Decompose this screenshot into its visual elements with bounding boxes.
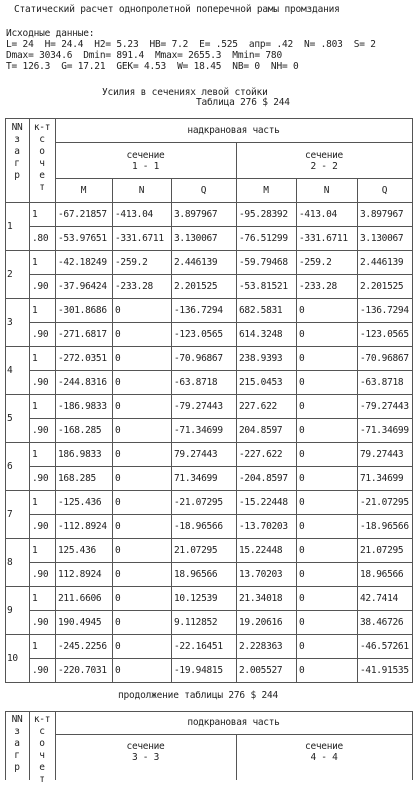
value-cell: 2.201525 (360, 281, 404, 292)
value-cell: -168.285 (58, 425, 102, 436)
load-number: 8 (7, 557, 13, 568)
coefficient-cell: 1 (32, 353, 38, 364)
value-cell: 0 (299, 665, 305, 676)
value-cell: 0 (299, 473, 305, 484)
table-rule (412, 118, 413, 683)
value-cell: -413.04 (115, 209, 153, 220)
value-cell: -245.2256 (58, 641, 107, 652)
value-cell: 0 (115, 641, 121, 652)
col-header-coefficient: е (39, 762, 45, 773)
value-cell: -301.8686 (58, 305, 107, 316)
table-rule (5, 118, 6, 683)
value-cell: -95.28392 (239, 209, 288, 220)
table-rule (55, 142, 412, 143)
table-rule (29, 370, 412, 371)
value-cell: 168.285 (58, 473, 96, 484)
value-cell: 2.201525 (174, 281, 218, 292)
value-cell: 38.46726 (360, 617, 404, 628)
value-cell: 21.34018 (239, 593, 283, 604)
coefficient-cell: .90 (32, 329, 49, 340)
table-rule (29, 418, 412, 419)
coefficient-cell: .90 (32, 281, 49, 292)
value-cell: 15.22448 (239, 545, 283, 556)
value-cell: -59.79468 (239, 257, 288, 268)
value-cell: 0 (115, 425, 121, 436)
value-cell: 0 (299, 593, 305, 604)
value-cell: 42.7414 (360, 593, 398, 604)
value-cell: 0 (115, 449, 121, 460)
page-title: Статический расчет однопролетной поперечной рамы промздания (14, 4, 340, 15)
value-cell: 0 (115, 329, 121, 340)
table-rule (29, 658, 412, 659)
load-number: 3 (7, 317, 13, 328)
coefficient-cell: 1 (32, 257, 38, 268)
value-cell: -37.96424 (58, 281, 107, 292)
value-cell: -271.6817 (58, 329, 107, 340)
value-cell: 186.9833 (58, 449, 102, 460)
table2-title: продолжение таблицы 276 $ 244 (118, 690, 279, 701)
value-cell: 71.34699 (360, 473, 404, 484)
value-cell: -71.34699 (360, 425, 409, 436)
value-cell: -18.96566 (174, 521, 223, 532)
table-rule (412, 711, 413, 780)
value-cell: -15.22448 (239, 497, 288, 508)
value-cell: 0 (299, 641, 305, 652)
value-cell: -76.51299 (239, 233, 288, 244)
header-section-3: сечение (126, 741, 165, 752)
load-number: 6 (7, 461, 13, 472)
table-rule (55, 178, 412, 179)
col-header-coefficient: с (39, 134, 45, 145)
table-rule (5, 711, 412, 712)
header-section-2: сечение (305, 150, 343, 161)
value-cell: 18.96566 (360, 569, 404, 580)
value-cell: -112.8924 (58, 521, 107, 532)
value-cell: -71.34699 (174, 425, 223, 436)
value-cell: 9.112852 (174, 617, 218, 628)
value-cell: 79.27443 (174, 449, 218, 460)
col-header-load-number: з (14, 726, 20, 737)
value-cell: 0 (115, 593, 121, 604)
coefficient-cell: 1 (32, 401, 38, 412)
load-number: 9 (7, 605, 13, 616)
table-rule (357, 178, 358, 682)
value-cell: 3.897967 (174, 209, 218, 220)
header-section-1: сечение (126, 150, 165, 161)
params-line-3: T= 126.3 G= 17.21 GEK= 4.53 W= 18.45 NB= 0 NH= 0 (6, 61, 299, 72)
value-cell: -21.07295 (360, 497, 409, 508)
input-header: Исходные данные: (6, 28, 95, 39)
value-cell: 19.20616 (239, 617, 283, 628)
value-cell: 227.622 (239, 401, 277, 412)
value-cell: 2.446139 (174, 257, 218, 268)
value-cell: 13.70203 (239, 569, 283, 580)
value-cell: -204.8597 (239, 473, 288, 484)
coefficient-cell: 1 (32, 449, 38, 460)
value-cell: -53.81521 (239, 281, 288, 292)
value-cell: 10.12539 (174, 593, 218, 604)
value-cell: 21.07295 (360, 545, 404, 556)
value-cell: 3.130067 (174, 233, 218, 244)
col-header-q: Q (381, 185, 388, 196)
col-header-n: N (323, 185, 330, 196)
table-rule (5, 298, 412, 299)
value-cell: 2.005527 (239, 665, 283, 676)
value-cell: -79.27443 (360, 401, 409, 412)
value-cell: -123.0565 (360, 329, 409, 340)
col-header-coefficient: с (39, 726, 45, 737)
col-header-load-number: г (14, 158, 20, 169)
value-cell: -136.7294 (174, 305, 223, 316)
value-cell: 0 (115, 473, 121, 484)
value-cell: -413.04 (299, 209, 337, 220)
table-rule (29, 514, 412, 515)
coefficient-cell: .90 (32, 425, 49, 436)
table-rule (29, 466, 412, 467)
header-section-1-label: 1 - 1 (131, 161, 160, 172)
value-cell: -67.21857 (58, 209, 107, 220)
value-cell: 2.446139 (360, 257, 404, 268)
value-cell: 18.96566 (174, 569, 218, 580)
col-header-coefficient: ч (39, 158, 45, 169)
value-cell: 0 (115, 617, 121, 628)
table-rule (5, 634, 412, 635)
col-header-n: N (138, 185, 145, 196)
table-rule (29, 610, 412, 611)
value-cell: 0 (115, 305, 121, 316)
coefficient-cell: .90 (32, 569, 49, 580)
value-cell: 0 (299, 497, 305, 508)
value-cell: 3.130067 (360, 233, 404, 244)
value-cell: -53.97651 (58, 233, 107, 244)
coefficient-cell: .90 (32, 617, 49, 628)
value-cell: 614.3248 (239, 329, 283, 340)
value-cell: 0 (115, 665, 121, 676)
value-cell: 190.4945 (58, 617, 102, 628)
coefficient-cell: .90 (32, 377, 49, 388)
load-number: 4 (7, 365, 13, 376)
table-rule (296, 178, 297, 682)
col-header-load-number: р (14, 762, 20, 773)
coefficient-cell: 1 (32, 305, 38, 316)
col-header-coefficient: к-т (33, 122, 51, 133)
value-cell: 0 (115, 521, 121, 532)
value-cell: -42.18249 (58, 257, 107, 268)
header-section-4: сечение (305, 741, 343, 752)
value-cell: 79.27443 (360, 449, 404, 460)
table-rule (5, 538, 412, 539)
coefficient-cell: 1 (32, 497, 38, 508)
col-header-coefficient: к-т (33, 714, 51, 725)
table-rule (55, 118, 56, 682)
value-cell: -70.96867 (174, 353, 223, 364)
table-rule (29, 226, 412, 227)
value-cell: 125.436 (58, 545, 96, 556)
value-cell: 0 (299, 569, 305, 580)
header-upper-part: надкрановая часть (187, 125, 280, 136)
col-header-load-number: NN (11, 714, 23, 725)
table-rule (5, 394, 412, 395)
col-header-load-number: р (14, 170, 20, 181)
value-cell: -233.28 (299, 281, 337, 292)
col-header-m: M (80, 185, 87, 196)
value-cell: 0 (299, 353, 305, 364)
col-header-coefficient: е (39, 170, 45, 181)
value-cell: -41.91535 (360, 665, 409, 676)
table-rule (5, 586, 412, 587)
value-cell: 215.0453 (239, 377, 283, 388)
value-cell: -79.27443 (174, 401, 223, 412)
value-cell: 0 (299, 329, 305, 340)
value-cell: 238.9393 (239, 353, 283, 364)
table-rule (29, 322, 412, 323)
value-cell: 682.5831 (239, 305, 283, 316)
table-rule (29, 118, 30, 682)
value-cell: 0 (115, 569, 121, 580)
coefficient-cell: 1 (32, 593, 38, 604)
table-rule (29, 711, 30, 780)
header-lower-part: подкрановая часть (187, 717, 280, 728)
table1-subtitle: Таблица 276 $ 244 (196, 97, 290, 108)
coefficient-cell: .90 (32, 665, 49, 676)
col-header-coefficient: ч (39, 750, 45, 761)
value-cell: -220.7031 (58, 665, 107, 676)
col-header-coefficient: о (39, 146, 45, 157)
load-number: 7 (7, 509, 13, 520)
col-header-q: Q (200, 185, 207, 196)
table-rule (5, 250, 412, 251)
coefficient-cell: 1 (32, 209, 38, 220)
value-cell: -46.57261 (360, 641, 409, 652)
value-cell: 204.8597 (239, 425, 283, 436)
value-cell: 0 (299, 521, 305, 532)
value-cell: -63.8718 (360, 377, 404, 388)
col-header-load-number: а (14, 738, 20, 749)
value-cell: 71.34699 (174, 473, 218, 484)
value-cell: 0 (299, 545, 305, 556)
table-rule (29, 274, 412, 275)
value-cell: 0 (115, 401, 121, 412)
value-cell: -19.94815 (174, 665, 223, 676)
value-cell: -136.7294 (360, 305, 409, 316)
value-cell: 0 (299, 425, 305, 436)
col-header-load-number: г (14, 750, 20, 761)
value-cell: 0 (299, 305, 305, 316)
load-number: 1 (7, 221, 13, 232)
value-cell: 0 (115, 353, 121, 364)
table-rule (171, 178, 172, 682)
table-rule (236, 142, 237, 682)
table-rule (5, 346, 412, 347)
value-cell: 0 (299, 377, 305, 388)
params-line-2: Dmax= 3034.6 Dmin= 891.4 Mmax= 2655.3 Mmin= 780 (6, 50, 282, 61)
table1-title: Усилия в сечениях левой стойки (102, 87, 268, 98)
value-cell: -259.2 (299, 257, 332, 268)
value-cell: -331.6711 (299, 233, 348, 244)
value-cell: -233.28 (115, 281, 153, 292)
col-header-load-number: з (14, 134, 20, 145)
table-rule (5, 682, 412, 683)
value-cell: -22.16451 (174, 641, 223, 652)
value-cell: 21.07295 (174, 545, 218, 556)
header-section-2-label: 2 - 2 (310, 161, 338, 172)
table-rule (5, 490, 412, 491)
value-cell: -227.622 (239, 449, 283, 460)
value-cell: 2.228363 (239, 641, 283, 652)
value-cell: 0 (299, 401, 305, 412)
table-rule (5, 202, 412, 203)
params-line-1: L= 24 H= 24.4 H2= 5.23 HB= 7.2 E= .525 aпр= .42 N= .803 S= 2 (6, 39, 376, 50)
header-section-3-label: 3 - 3 (131, 752, 160, 763)
value-cell: 211.6606 (58, 593, 102, 604)
table-rule (29, 562, 412, 563)
value-cell: -13.70203 (239, 521, 288, 532)
value-cell: -272.0351 (58, 353, 107, 364)
col-header-coefficient: о (39, 738, 45, 749)
value-cell: -244.8316 (58, 377, 107, 388)
col-header-m: M (263, 185, 269, 196)
value-cell: -63.8718 (174, 377, 218, 388)
table-rule (55, 734, 412, 735)
load-number: 2 (7, 269, 13, 280)
value-cell: 3.897967 (360, 209, 404, 220)
value-cell: 0 (115, 497, 121, 508)
col-header-load-number: NN (11, 122, 23, 133)
value-cell: -18.96566 (360, 521, 409, 532)
value-cell: 112.8924 (58, 569, 102, 580)
value-cell: -123.0565 (174, 329, 223, 340)
value-cell: -259.2 (115, 257, 148, 268)
load-number: 10 (7, 653, 18, 664)
col-header-load-number: а (14, 146, 20, 157)
col-header-coefficient: т (39, 774, 45, 785)
coefficient-cell: .80 (32, 233, 49, 244)
col-header-coefficient: т (39, 182, 45, 193)
coefficient-cell: 1 (32, 545, 38, 556)
value-cell: 0 (115, 545, 121, 556)
value-cell: -125.436 (58, 497, 102, 508)
value-cell: 0 (299, 617, 305, 628)
value-cell: 0 (299, 449, 305, 460)
value-cell: -70.96867 (360, 353, 409, 364)
table-rule (5, 118, 412, 119)
value-cell: -331.6711 (115, 233, 164, 244)
load-number: 5 (7, 413, 13, 424)
coefficient-cell: .90 (32, 473, 49, 484)
value-cell: 0 (115, 377, 121, 388)
table-rule (112, 178, 113, 682)
header-section-4-label: 4 - 4 (310, 752, 338, 763)
value-cell: -21.07295 (174, 497, 223, 508)
table-rule (5, 442, 412, 443)
value-cell: -186.9833 (58, 401, 107, 412)
coefficient-cell: 1 (32, 641, 38, 652)
coefficient-cell: .90 (32, 521, 49, 532)
